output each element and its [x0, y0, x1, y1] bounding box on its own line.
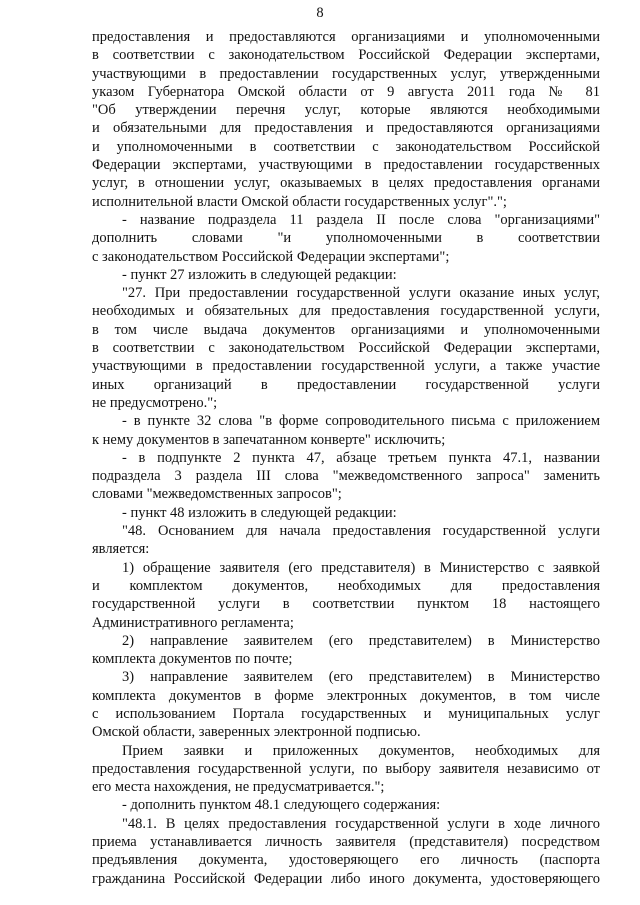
document-line: государственной услуги в соответствии пунктом 18 настоящего — [92, 596, 600, 613]
document-line: Федерации экспертами, участвующими в предоставлении государственных — [92, 157, 600, 174]
document-line: указом Губернатора Омской области от 9 августа 2011 года № 81 — [92, 83, 600, 100]
document-line: - в пункте 32 слова "в форме сопроводительного письма с приложением — [122, 413, 600, 430]
document-line: к нему документов в запечатанном конверте" исключить; — [92, 431, 446, 448]
document-line: - пункт 27 изложить в следующей редакции: — [122, 266, 397, 283]
document-line: "48. Основанием для начала предоставления государственной услуги — [122, 523, 600, 540]
document-line: предъявления документа, удостоверяющего его личность (паспорта — [92, 852, 600, 869]
document-line: комплекта документов в форме электронных документов, в том числе — [92, 687, 600, 704]
document-line: "27. При предоставлении государственной услуги оказание иных услуг, — [122, 285, 600, 302]
document-line: Омской области, заверенных электронной подписью. — [92, 724, 421, 741]
document-line: - в подпункте 2 пункта 47, абзаце третьем пункта 47.1, названии — [122, 449, 600, 466]
document-line: гражданина Российской Федерации либо иного документа, удостоверяющего — [92, 870, 600, 887]
document-line: - дополнить пунктом 48.1 следующего содержания: — [122, 797, 441, 814]
document-line: необходимых и обязательных для предоставления государственной услуги, — [92, 303, 600, 320]
document-line: 1) обращение заявителя (его представителя) в Министерство с заявкой — [122, 559, 600, 576]
document-line: услуг, в отношении услуг, оказываемых в целях предоставления органами — [92, 175, 600, 192]
document-body — [92, 28, 600, 888]
document-line: "48.1. В целях предоставления государственной услуги в ходе личного — [122, 815, 600, 832]
document-line: в соответствии с законодательством Российской Федерации экспертами, — [92, 47, 600, 64]
document-line: приема устанавливается личность заявителя (представителя) посредством — [92, 834, 600, 851]
document-line: не предусмотрено."; — [92, 394, 218, 411]
document-line: и уполномоченными в соответствии с законодательством Российской — [92, 138, 600, 155]
page-number: 8 — [316, 5, 324, 21]
document-line: подраздела 3 раздела III слова "межведомственного запроса" заменить — [92, 468, 600, 485]
document-line: в том числе выдача документов организациями и уполномоченными — [92, 321, 600, 338]
document-line: - название подраздела 11 раздела II после слова "организациями" — [122, 211, 600, 228]
document-line: участвующими в предоставлении государственной услуги, а также участие — [92, 358, 600, 375]
document-line: "Об утверждении перечня услуг, которые являются необходимыми — [92, 102, 600, 119]
document-line: его места нахождения, не предусматривается."; — [92, 779, 385, 796]
document-line: иных организаций в предоставлении государственной услуги — [92, 376, 600, 393]
document-line: предоставления и предоставляются организациями и уполномоченными — [92, 29, 600, 45]
document-line: исполнительной власти Омской области государственных услуг"."; — [92, 193, 507, 210]
document-line: предоставления государственной услуги, по выбору заявителя независимо от — [92, 760, 600, 777]
document-line: в соответствии с законодательством Российской Федерации экспертами, — [92, 340, 600, 357]
document-line: 2) направление заявителем (его представителем) в Министерство — [122, 632, 600, 649]
document-line: Прием заявки и приложенных документов, необходимых для — [122, 742, 600, 759]
document-line: с использованием Портала государственных и муниципальных услуг — [92, 705, 600, 722]
document-line: является: — [92, 541, 150, 558]
document-line: комплекта документов по почте; — [92, 651, 293, 668]
document-line: 3) направление заявителем (его представителем) в Министерство — [122, 669, 600, 686]
document-line: и обязательными для предоставления и предоставляются организациями — [92, 120, 600, 137]
document-line: с законодательством Российской Федерации экспертами"; — [92, 248, 450, 265]
document-line: - пункт 48 изложить в следующей редакции: — [122, 504, 397, 521]
document-line: участвующими в предоставлении государственных услуг, утвержденными — [92, 65, 600, 82]
document-line: словами "межведомственных запросов"; — [92, 486, 342, 503]
document-line: Административного регламента; — [92, 614, 294, 631]
document-line: и комплектом документов, необходимых для предоставления — [92, 577, 600, 594]
document-line: дополнить словами "и уполномоченными в соответствии — [92, 230, 600, 247]
